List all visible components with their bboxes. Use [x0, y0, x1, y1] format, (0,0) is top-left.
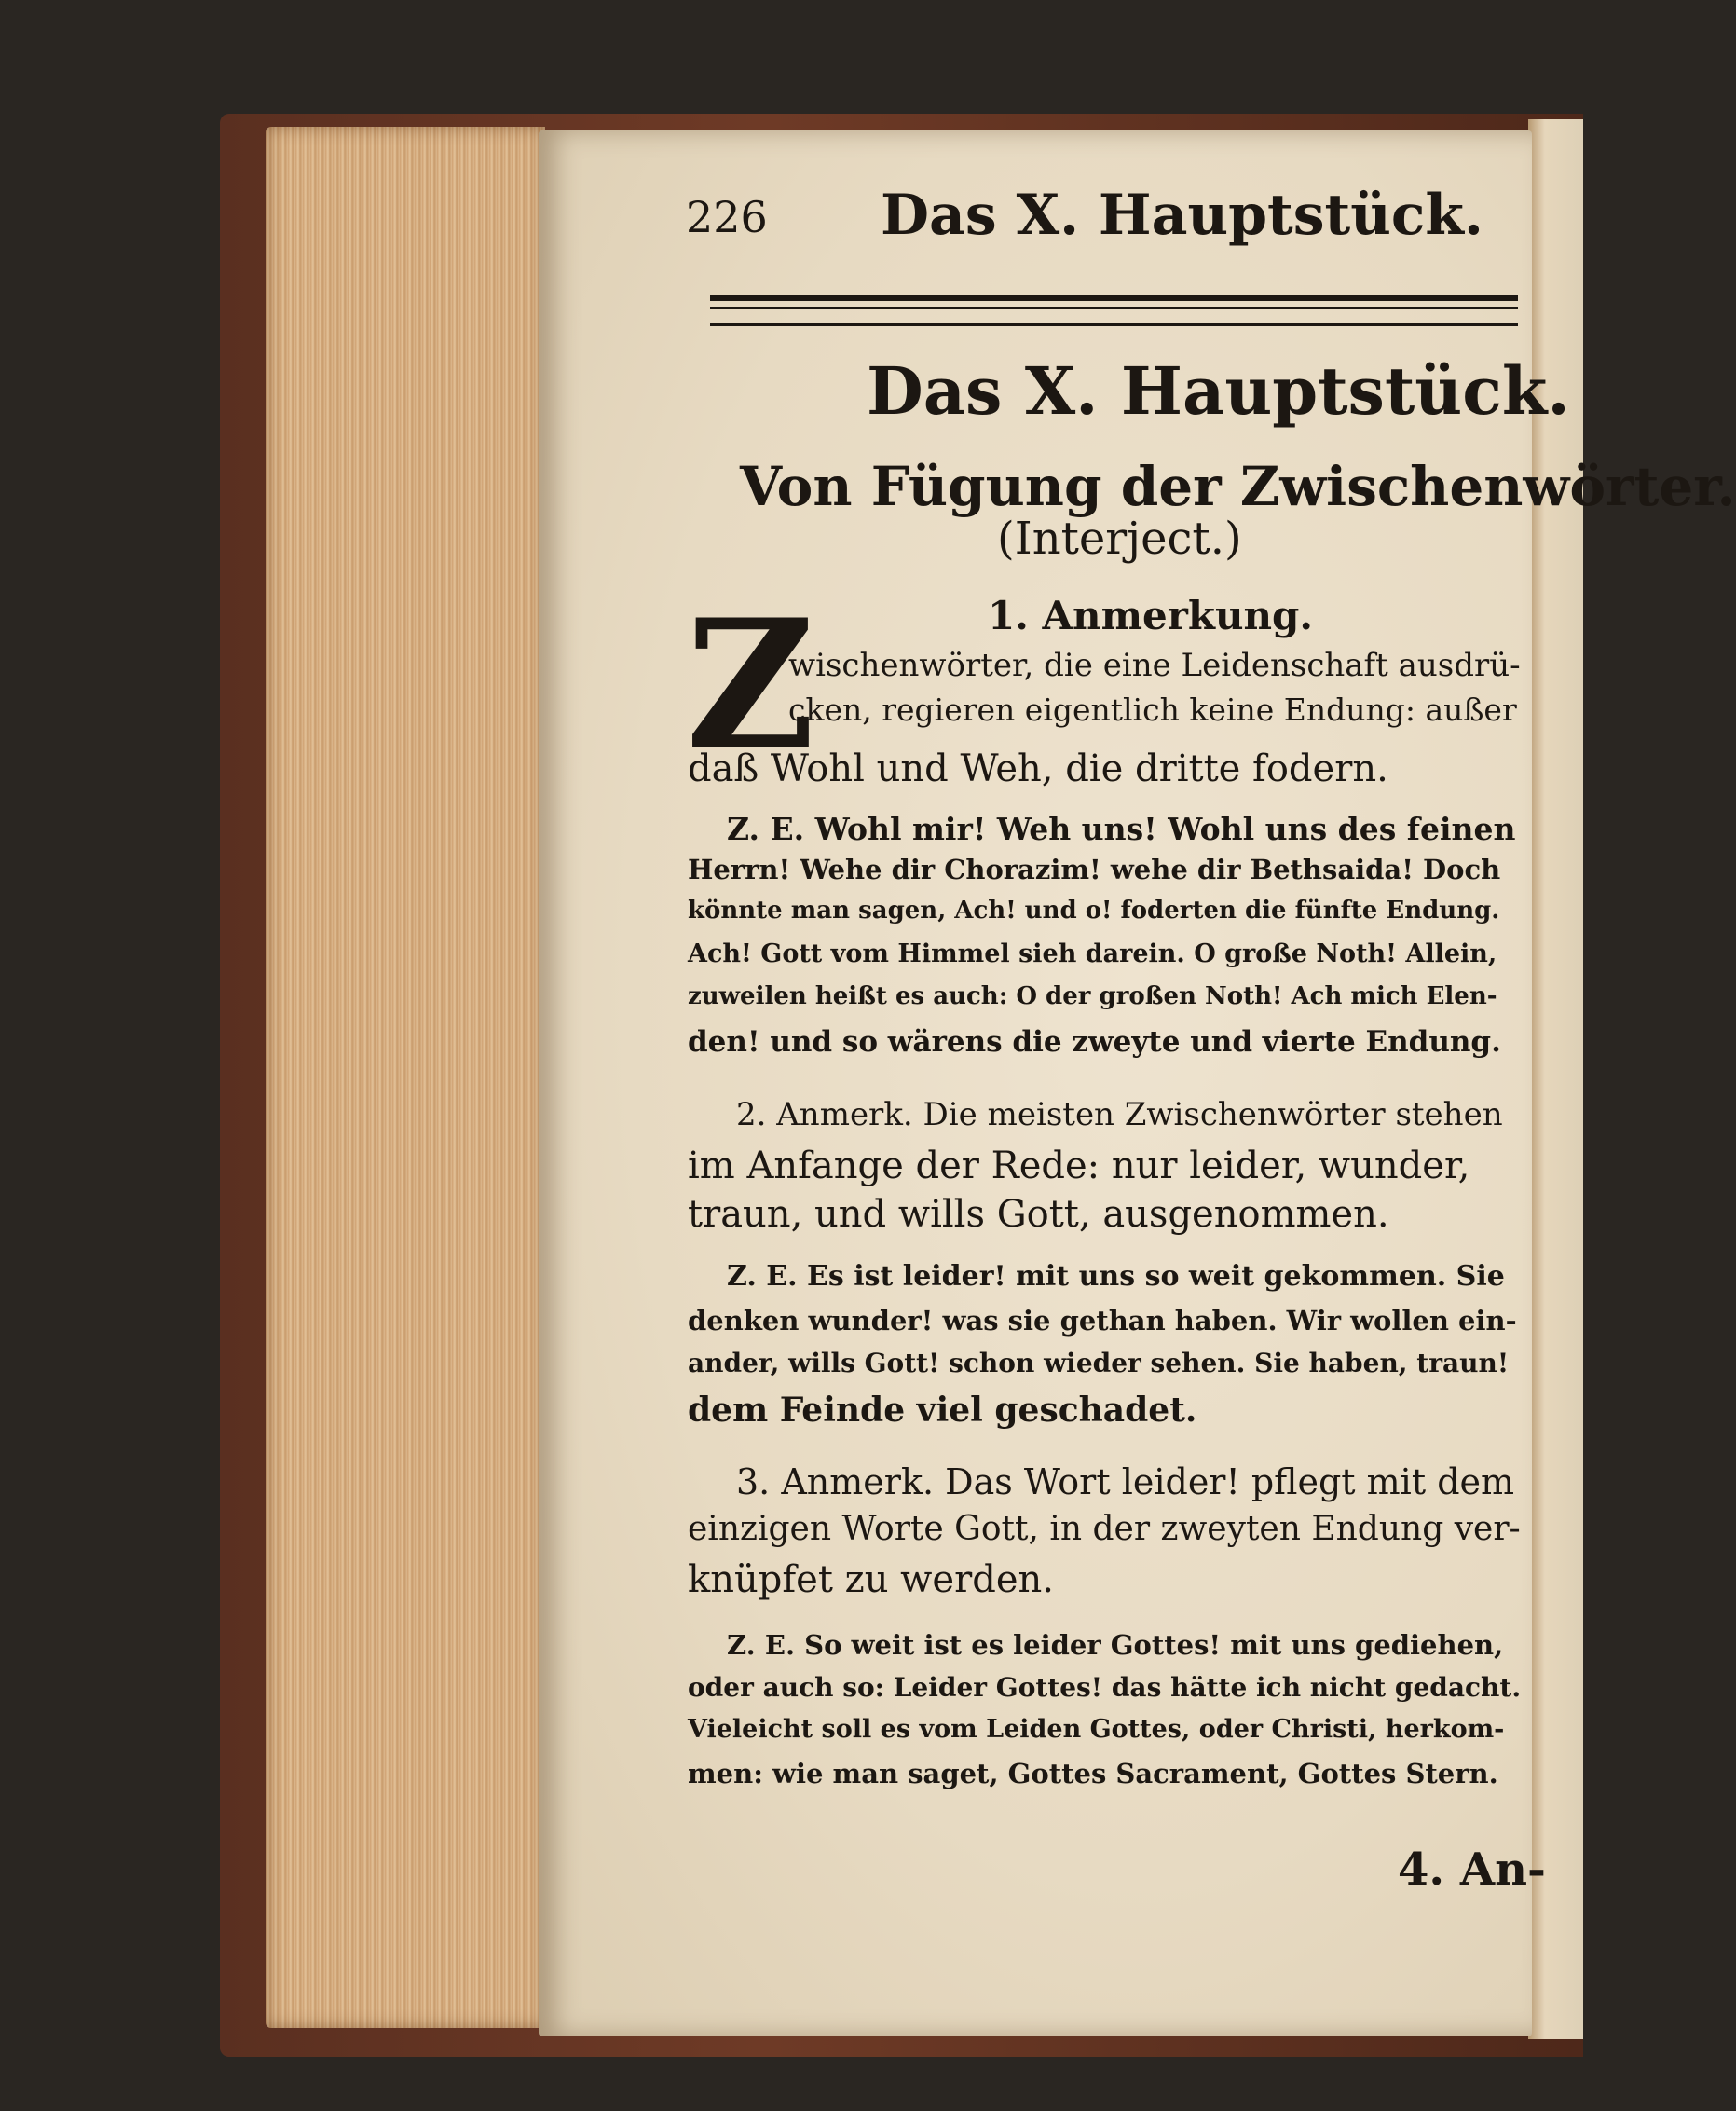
note2-example-line: ander, wills Gott! schon wieder sehen. Sie haben, traun!: [688, 1348, 1510, 1378]
page-number: 226: [686, 192, 768, 242]
note1-example-line: Z. E. Wohl mir! Weh uns! Wohl uns des feinen: [727, 811, 1516, 847]
note3-example-line: Z. E. So weit ist es leider Gottes! mit uns gediehen,: [727, 1629, 1504, 1661]
note3-line: einzigen Worte Gott, in der zweyten Endung ver-: [688, 1510, 1521, 1548]
note3-example-line: Vieleicht soll es vom Leiden Gottes, oder Christi, herkom-: [688, 1715, 1505, 1744]
note1-heading: 1. Anmerkung.: [988, 593, 1314, 638]
note3-example-line: men: wie man saget, Gottes Sacrament, Gottes Stern.: [688, 1758, 1498, 1789]
note3-example-line: oder auch so: Leider Gottes! das hätte ich nicht gedacht.: [688, 1672, 1522, 1703]
header-rule: [710, 295, 1518, 326]
drop-cap: Z: [686, 581, 815, 788]
note1-line: daß Wohl und Weh, die dritte fodern.: [688, 747, 1388, 790]
note2-line: im Anfange der Rede: nur leider, wunder,: [688, 1145, 1470, 1187]
section-title: Von Fügung der Zwischenwörter.: [740, 455, 1736, 518]
note2-example-line: dem Feinde viel geschadet.: [688, 1391, 1197, 1430]
note1-example-line: den! und so wärens die zweyte und vierte Endung.: [688, 1025, 1501, 1059]
note2-line: 2. Anmerk. Die meisten Zwischenwörter stehen: [736, 1096, 1503, 1133]
note1-line: wischenwörter, die eine Leidenschaft ausdrü-: [788, 647, 1521, 684]
note2-example-line: Z. E. Es ist leider! mit uns so weit gekommen. Sie: [727, 1260, 1505, 1293]
chapter-title: Das X. Hauptstück.: [867, 352, 1570, 430]
running-head: Das X. Hauptstück.: [881, 183, 1483, 248]
note2-example-line: denken wunder! was sie gethan haben. Wir wollen ein-: [688, 1305, 1517, 1337]
note1-line: cken, regieren eigentlich keine Endung: außer: [788, 692, 1517, 728]
section-subtitle: (Interject.): [997, 513, 1242, 565]
note3-line: 3. Anmerk. Das Wort leider! pflegt mit dem: [736, 1461, 1515, 1502]
note3-line: knüpfet zu werden.: [688, 1558, 1054, 1601]
note1-example-line: könnte man sagen, Ach! und o! foderten die fünfte Endung.: [688, 897, 1500, 925]
catchword: 4. An-: [1398, 1844, 1546, 1896]
note1-example-line: Ach! Gott vom Himmel sieh darein. O große Noth! Allein,: [688, 939, 1497, 968]
note1-example-line: zuweilen heißt es auch: O der großen Noth! Ach mich Elen-: [688, 982, 1497, 1010]
page-edges: [266, 127, 545, 2028]
note2-line: traun, und wills Gott, ausgenommen.: [688, 1193, 1389, 1236]
note1-example-line: Herrn! Wehe dir Chorazim! wehe dir Bethsaida! Doch: [688, 854, 1501, 885]
